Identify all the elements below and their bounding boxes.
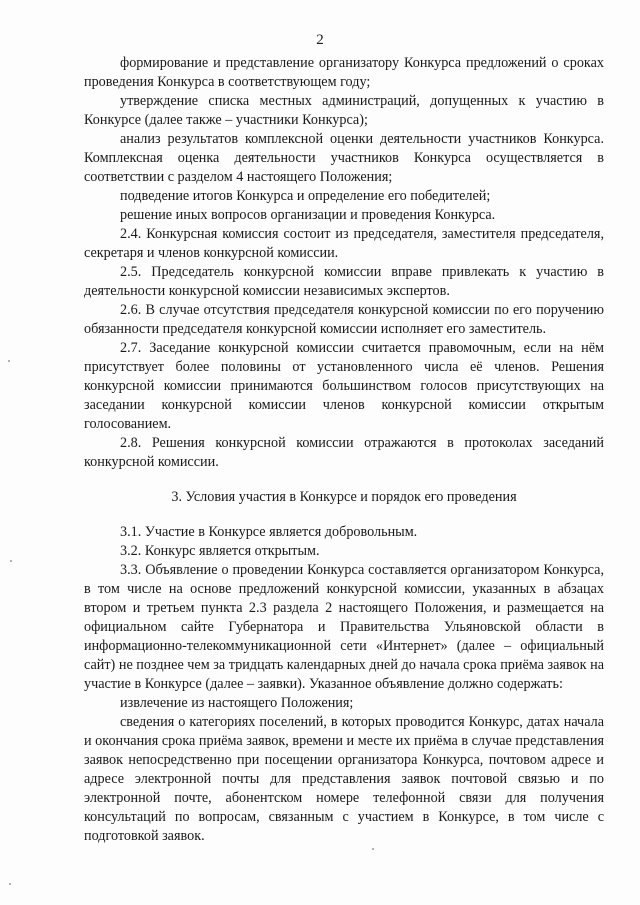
paragraph: 2.5. Председатель конкурсной комиссии вправе привлекать к участию в деятельности конкурсной комиссии независимых экспертов. [84,264,604,299]
paragraph: 2.6. В случае отсутствия председателя конкурсной комиссии по его поручению обязанности председателя конкурсной комиссии исполняет его заместитель. [84,302,604,337]
scan-speck [372,848,374,850]
section-heading: 3. Условия участия в Конкурсе и порядок его проведения [171,489,517,505]
paragraph: решение иных вопросов организации и проведения Конкурса. [120,207,496,223]
scan-speck [9,883,11,885]
paragraph: 2.8. Решения конкурсной комиссии отражаются в протоколах заседаний конкурсной комиссии. [84,435,604,470]
paragraph: 2.4. Конкурсная комиссия состоит из председателя, заместителя председателя, секретаря и членов конкурсной комиссии. [84,226,604,261]
scan-speck [8,360,10,362]
page-number: 2 [316,32,324,48]
paragraph: извлечение из настоящего Положения; [120,695,354,711]
paragraph: утверждение списка местных администраций, допущенных к участию в Конкурсе (далее также – участники Конкурса); [84,93,604,128]
paragraph: 3.2. Конкурс является открытым. [120,543,320,559]
document-body [84,54,604,846]
paragraph: 3.3. Объявление о проведении Конкурса составляется организатором Конкурса, в том числе на основе предложений конкурсной комиссии, указанных в абзацах втором и третьем пункта 2.3 раздела 2 настоящего Положения, и размещается на официальном сайте Губернатора и Правительства Ульяновской области в информационно-телекоммуникационной сети «Интернет» (далее – официальный сайт) не позднее чем за тридцать календарных дней до начала срока приёма заявок на участие в Конкурсе (далее – заявки). Указанное объявление должно содержать: [84,562,604,692]
paragraph: сведения о категориях поселений, в которых проводится Конкурс, датах начала и окончания срока приёма заявок, времени и месте их приёма в случае представления заявок непосредственно при посещении организатора Конкурса, почтовом адресе и адресе электронной почты для представления заявок почтовой связью и по электронной почте, абонентском номере телефонной связи для получения консультаций по вопросам, связанным с участием в Конкурсе, в том числе с подготовкой заявок. [84,714,604,844]
paragraph: 2.7. Заседание конкурсной комиссии считается правомочным, если на нём присутствует более половины от установленного числа её членов. Решения конкурсной комиссии принимаются большинством голосов присутствующих на заседании конкурсной комиссии членов конкурсной комиссии открытым голосованием. [84,340,604,432]
scan-speck [10,560,12,562]
paragraph: формирование и представление организатору Конкурса предложений о сроках проведения Конкурса в соответствующем году; [84,55,604,90]
paragraph: подведение итогов Конкурса и определение его победителей; [120,188,491,204]
paragraph: 3.1. Участие в Конкурсе является добровольным. [120,524,418,540]
paragraph: анализ результатов комплексной оценки деятельности участников Конкурса. Комплексная оценка деятельности участников Конкурса осуществляется в соответствии с разделом 4 настоящего Положения; [84,131,604,185]
